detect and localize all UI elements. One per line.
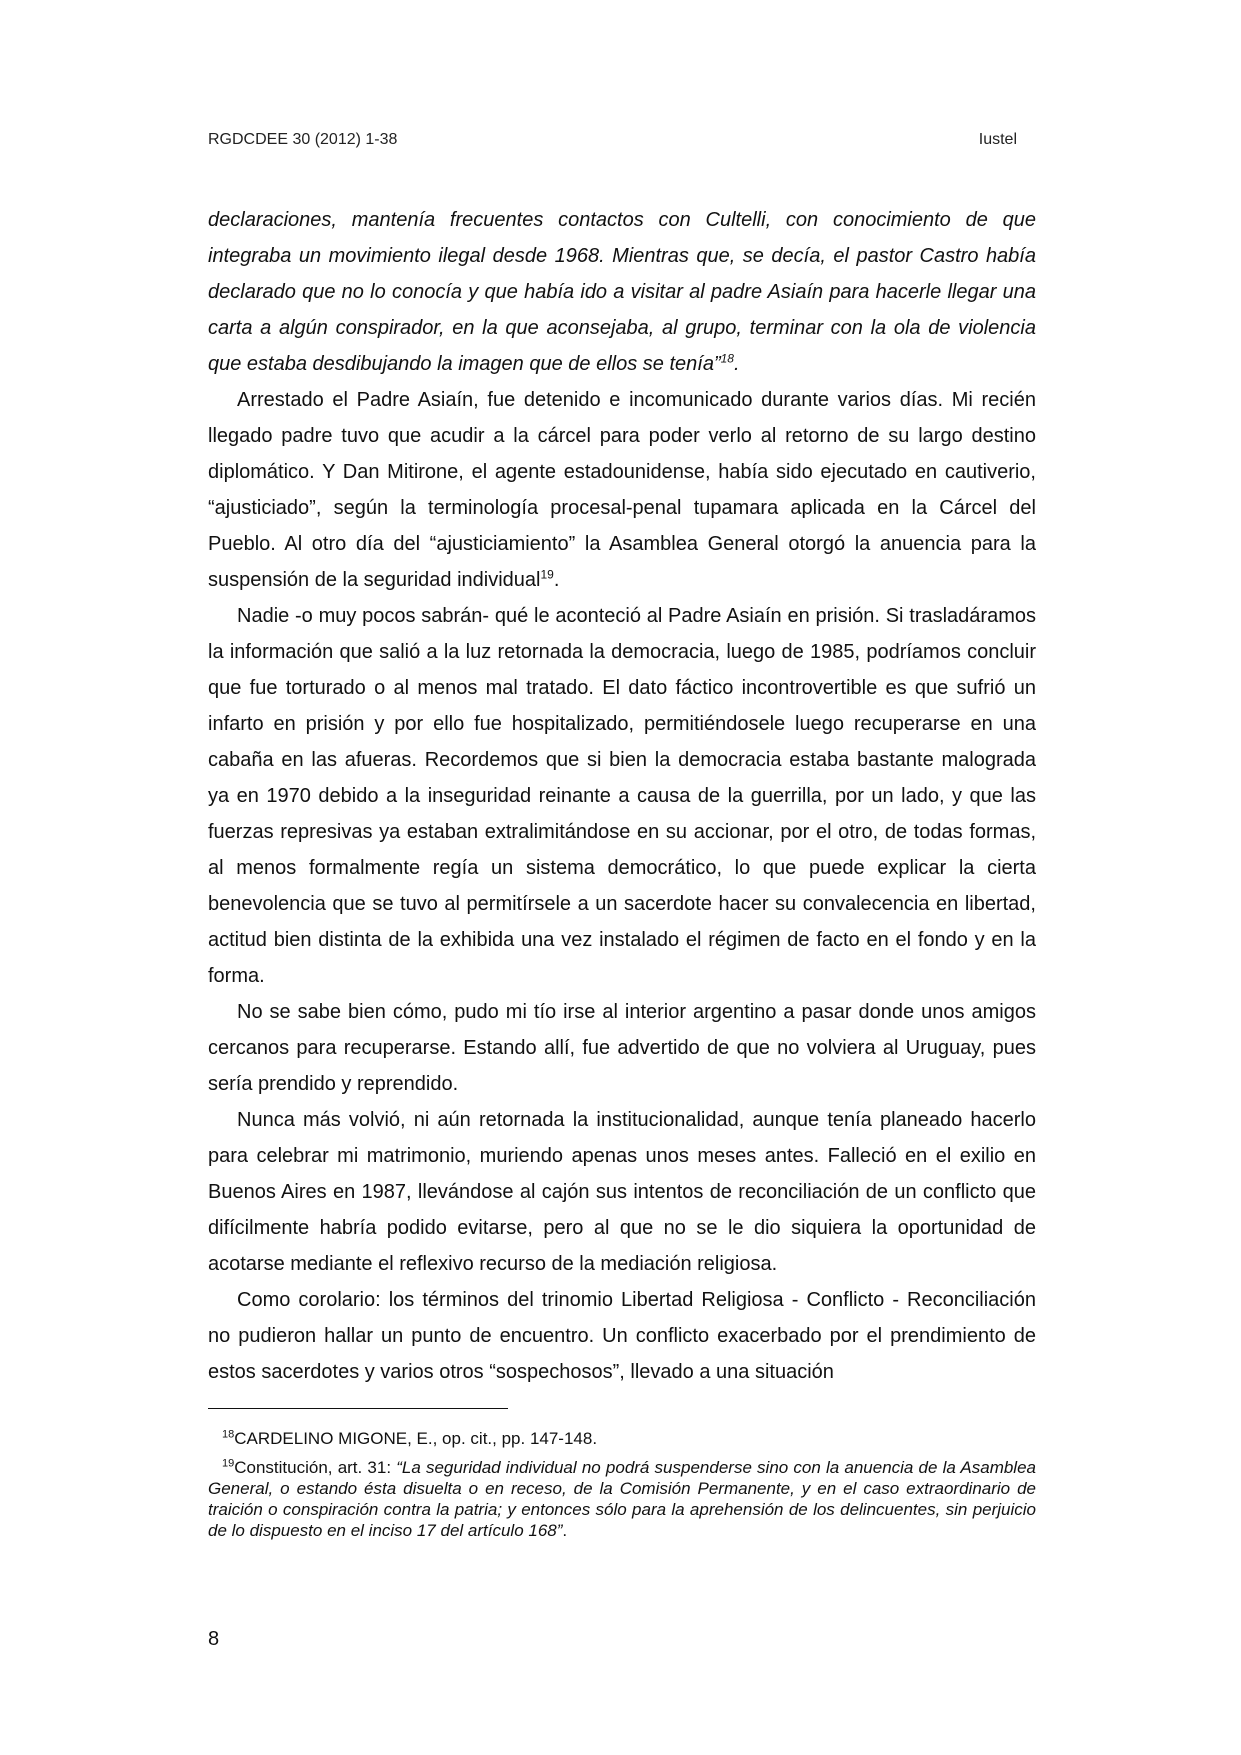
footnote-18: $^{18}$CARDELINO MIGONE, E., op. cit., pp. 147-148. <box>222 1428 598 1448</box>
paragraph: Como corolario: los términos del trinomio Libertad Religiosa - Conflicto - Reconciliación no pudieron hallar un punto de encuentro. Un conflicto exacerbado por el prendimiento de estos sacerdotes y varios otros “sospechosos”, llevado a una situación <box>208 1289 1036 1383</box>
paragraph: Nunca más volvió, ni aún retornada la institucionalidad, aunque tenía planeado hacerlo para celebrar mi matrimonio, muriendo apenas unos meses antes. Falleció en el exilio en Buenos Aires en 1987, llevándose al cajón sus intentos de reconciliación de un conflicto que difícilmente habría podido evitarse, pero al que no se le dio siquiera la oportunidad de acotarse mediante el reflexivo recurso de la mediación religiosa. <box>208 1109 1036 1275</box>
footnote-separator <box>208 1408 508 1409</box>
publisher-name: Iustel <box>978 131 1017 148</box>
footnote-number: 19 <box>222 1457 235 1470</box>
footnote-number: 18 <box>222 1428 235 1441</box>
running-header <box>208 131 1017 155</box>
constitution-quote: “La seguridad individual no podrá suspenderse sino con la anuencia de la Asamblea General, o estando ésta disuelta o en receso, de la Comisión Permanente, y en el caso extraordinario de traición o conspiración contra la patria; y entonces sólo para la aprehensión de los delincuentes, sin perjuicio de lo dispuesto en el inciso 17 del artículo 168” <box>208 1458 1036 1540</box>
footnote-ref-19[interactable]: 19 <box>540 567 554 582</box>
footnote-19: $^{19}$Constitución, art. 31: “La seguridad individual no podrá suspenderse sino con la anuencia de la Asamblea General, o estando ésta disuelta o en receso, de la Comisión Permanente, y en el caso extraordinario de traición o conspiración contra la patria; y entonces sólo para la aprehensión de los delincuentes, sin perjuicio de lo dispuesto en el inciso 17 del artículo 168”. <box>208 1457 1036 1540</box>
footnote-ref-18[interactable]: 18 <box>720 351 734 366</box>
page-number: 8 <box>208 1628 220 1650</box>
paragraph: No se sabe bien cómo, pudo mi tío irse al interior argentino a pasar donde unos amigos cercanos para recuperarse. Estando allí, fue advertido de que no volviera al Uruguay, pues sería prendido y reprendido. <box>208 1001 1036 1095</box>
footnotes <box>208 1428 1036 1549</box>
journal-citation: RGDCDEE 30 (2012) 1-38 <box>208 131 398 148</box>
paragraph-quote-continuation: declaraciones, mantenía frecuentes contactos con Cultelli, con conocimiento de que integraba un movimiento ilegal desde 1968. Mientras que, se decía, el pastor Castro había declarado que no lo conocía y que había ido a visitar al padre Asiaín para hacerle llegar una carta a algún conspirador, en la que aconsejaba, al grupo, terminar con la ola de violencia que estaba desdibujando la imagen que de ellos se tenía”$^{18}$. <box>208 209 1036 375</box>
paragraph: Arrestado el Padre Asiaín, fue detenido e incomunicado durante varios días. Mi recién llegado padre tuvo que acudir a la cárcel para poder verlo al retorno de su largo destino diplomático. Y Dan Mitirone, el agente estadounidense, había sido ejecutado en cautiverio, “ajusticiado”, según la terminología procesal-penal tupamara aplicada en la Cárcel del Pueblo. Al otro día del “ajusticiamiento” la Asamblea General otorgó la anuencia para la suspensión de la seguridad individual$^{19}$. <box>208 389 1036 591</box>
body-text <box>208 202 1036 1390</box>
paragraph: Nadie -o muy pocos sabrán- qué le aconteció al Padre Asiaín en prisión. Si trasladáramos la información que salió a la luz retornada la democracia, luego de 1985, podríamos concluir que fue torturado o al menos mal tratado. El dato fáctico incontrovertible es que sufrió un infarto en prisión y por ello fue hospitalizado, permitiéndosele luego recuperarse en una cabaña en las afueras. Recordemos que si bien la democracia estaba bastante malograda ya en 1970 debido a la inseguridad reinante a causa de la guerrilla, por un lado, y que las fuerzas represivas ya estaban extralimitándose en su accionar, por el otro, de todas formas, al menos formalmente regía un sistema democrático, lo que puede explicar la cierta benevolencia que se tuvo al permitírsele a un sacerdote hacer su convalecencia en libertad, actitud bien distinta de la exhibida una vez instalado el régimen de facto en el fondo y en la forma. <box>208 605 1036 987</box>
